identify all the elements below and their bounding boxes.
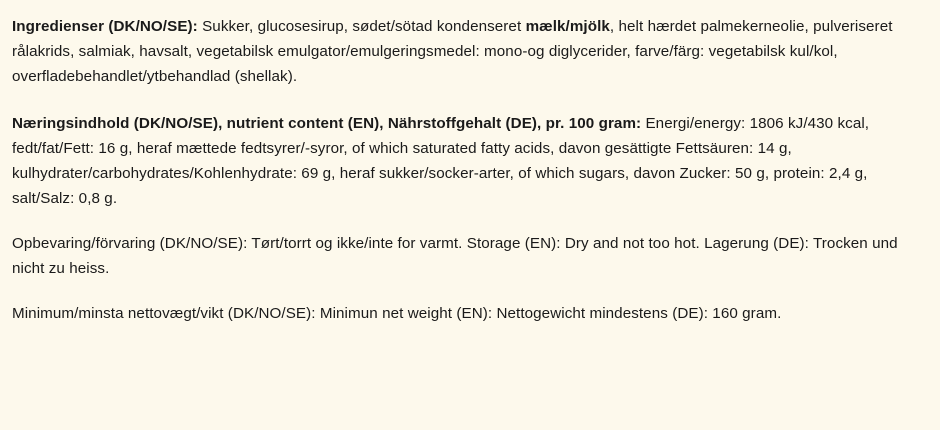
nutrition-heading: Næringsindhold (DK/NO/SE), nutrient content (EN), Nährstoffgehalt (DE), pr. 100 gram: (12, 115, 642, 132)
ingredients-heading: Ingredienser (DK/NO/SE): (12, 18, 198, 35)
ingredients-paragraph (12, 14, 924, 89)
nutrition-paragraph (12, 111, 924, 211)
nutrition-values: Energi/energy: 1806 kJ/430 kcal, fedt/fat/Fett: 16 g, heraf mættede fedtsyrer/-syror, of which saturated fatty acids, davon gesättigte Fettsäuren: 14 g, kulhydrater/carbohydrates/Kohlenhydrate: 69 g, heraf sukker/socker-arter, of which sugars, davon Zucker: 50 g, protein: 2,4 g, salt/Salz: 0,8 g. (12, 115, 870, 207)
storage-text: Opbevaring/förvaring (DK/NO/SE): Tørt/torrt og ikke/inte for varmt. Storage (EN): Dry and not too hot. Lagerung (DE): Trocken und nicht zu heiss. (12, 235, 898, 277)
weight-text: Minimum/minsta nettovægt/vikt (DK/NO/SE): Minimun net weight (EN): Nettogewicht mindestens (DE): 160 gram. (12, 305, 782, 322)
ingredients-allergen: mælk/mjölk (525, 18, 610, 35)
ingredients-text-1: Sukker, glucosesirup, sødet/sötad kondenseret (197, 18, 526, 35)
weight-paragraph (12, 301, 924, 326)
storage-paragraph (12, 231, 924, 281)
ingredients-text-2: , helt hærdet palmekerneolie, pulveriseret rålakrids, salmiak, havsalt, vegetabilsk emulgator/emulgeringsmedel: mono-og diglycerider, farve/färg: vegetabilsk kul/kol, overfladebehandlet/ytbehandlad (shellak). (12, 18, 893, 85)
